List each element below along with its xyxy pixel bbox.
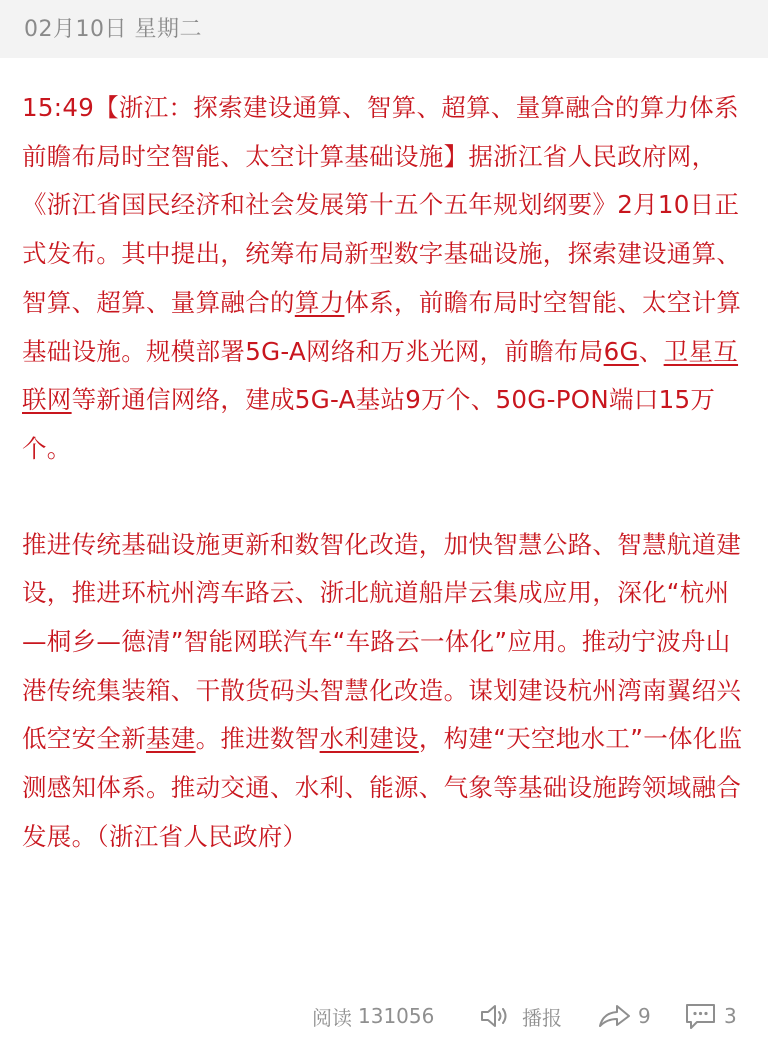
paragraph-text: 体系，前瞻布局时空智能、太空计算基础设施。规模部署5G-A网络和万兆光网，前瞻布局 <box>22 287 742 366</box>
comment-button[interactable] <box>684 1002 737 1030</box>
paragraph-text: ，构建“天空地水工”一体化监测感知体系。推动交通、水利、能源、气象等基础设施跨领域融合发展。（浙江省人民政府） <box>22 724 743 851</box>
paragraph-text: 、 <box>638 336 664 366</box>
article-paragraph <box>22 84 764 474</box>
keyword-link[interactable]: 水利建设 <box>319 724 419 754</box>
share-icon <box>598 1003 632 1029</box>
paragraph-text: 等新通信网络，建成5G-A基站9万个、50G-PON端口15万个。 <box>22 385 716 463</box>
keyword-link[interactable]: 算力 <box>294 287 345 317</box>
comment-count: 3 <box>724 1004 737 1028</box>
keyword-link[interactable]: 卫星互联网 <box>22 336 739 415</box>
speaker-icon <box>480 1003 514 1029</box>
broadcast-label: 播报 <box>522 1005 562 1030</box>
share-button[interactable] <box>598 1002 651 1030</box>
comment-icon <box>684 1002 718 1030</box>
keyword-link[interactable]: 6G <box>603 336 639 366</box>
keyword-link[interactable]: 基建 <box>146 724 196 754</box>
read-count-stat <box>312 1002 434 1030</box>
article-footer <box>0 996 768 1036</box>
paragraph-text: 推进传统基础设施更新和数智化改造，加快智慧公路、智慧航道建设，推进环杭州湾车路云、浙北航道船岸云集成应用，深化“杭州—桐乡—德清”智能网联汽车“车路云一体化”应用。推动宁波舟山港传统集装箱、干散货码头智慧化改造。谋划建设杭州湾南翼绍兴低空安全新 <box>22 529 742 754</box>
paragraph-text: 。推进数智 <box>195 724 320 754</box>
news-article <box>22 84 764 862</box>
read-label: 阅读 <box>312 1005 352 1030</box>
broadcast-button[interactable] <box>480 1002 562 1030</box>
date-header <box>0 0 768 58</box>
paragraph-text: 15:49【浙江：探索建设通算、智算、超算、量算融合的算力体系 前瞻布局时空智能、太空计算基础设施】据浙江省人民政府网，《浙江省国民经济和社会发展第十五个五年规划纲要》2月10日正式发布。其中提出，统筹布局新型数字基础设施，探索建设通算、智算、超算、量算融合的 <box>22 93 764 317</box>
share-count: 9 <box>638 1004 651 1028</box>
read-count: 131056 <box>358 1004 435 1028</box>
article-paragraph <box>22 521 750 862</box>
date-label: 02月10日 星期二 <box>24 17 202 42</box>
